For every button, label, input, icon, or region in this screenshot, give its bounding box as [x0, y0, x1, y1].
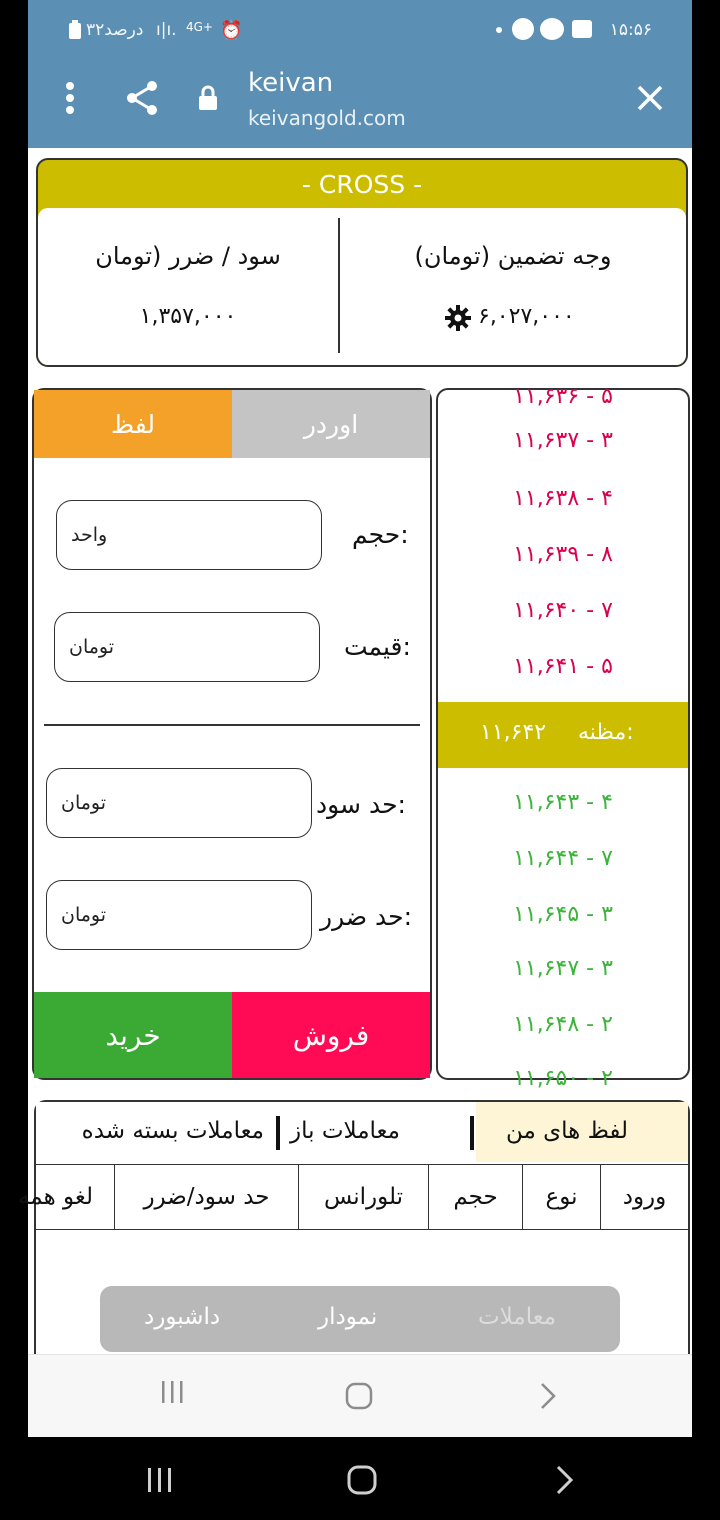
profit-loss-label: سود / ضرر (تومان	[95, 242, 281, 270]
battery-text: ۳۲درصد	[86, 20, 144, 40]
bid-row[interactable]: ۱۱,۶۵۰ - ۲	[513, 1065, 613, 1091]
share-icon[interactable]	[124, 78, 160, 118]
col-cancel-all[interactable]: لغو همه	[0, 1165, 114, 1229]
mid-price-label: مظنه:	[578, 720, 634, 745]
phone-screen	[17, 0, 692, 1436]
menu-kebab-icon[interactable]	[56, 78, 84, 118]
nav-dashboard[interactable]: داشبورد	[144, 1304, 221, 1330]
lock-icon	[196, 84, 220, 112]
volume-input[interactable]: واحد	[56, 500, 322, 570]
col-type: نوع	[522, 1165, 600, 1229]
system-home-icon[interactable]	[346, 1464, 378, 1500]
ask-row[interactable]: ۱۱,۶۳۷ - ۳	[513, 427, 613, 453]
bid-row[interactable]: ۱۱,۶۴۳ - ۴	[513, 789, 613, 815]
ask-row[interactable]: ۱۱,۶۳۸ - ۴	[513, 485, 613, 511]
bottom-nav	[100, 1286, 620, 1352]
margin-value: ۶,۰۲۷,۰۰۰	[478, 304, 575, 329]
sell-button[interactable]: فروش	[232, 992, 430, 1078]
stop-loss-input[interactable]: تومان	[46, 880, 312, 950]
take-profit-input[interactable]: تومان	[46, 768, 312, 838]
price-input[interactable]: تومان	[54, 612, 320, 682]
system-recent-apps-icon[interactable]	[144, 1464, 176, 1500]
browser-nav-bar	[28, 1354, 692, 1437]
cross-divider	[338, 218, 340, 353]
tab-separator	[276, 1116, 280, 1150]
status-time: ۱۵:۵۶	[609, 20, 652, 40]
cross-summary	[38, 208, 686, 365]
margin-label: وجه تضمین (تومان)	[414, 242, 612, 270]
col-entry: ورود	[600, 1165, 688, 1229]
network-type: 4G+	[186, 20, 213, 34]
mid-price-value: ۱۱,۶۴۲	[480, 720, 547, 745]
buy-button[interactable]: خرید	[34, 992, 232, 1078]
col-tp-sl: حد سود/ضرر	[114, 1165, 298, 1229]
page-title: keivan	[248, 68, 334, 98]
order-book	[436, 383, 690, 1091]
dot-icon	[496, 27, 502, 33]
back-icon[interactable]	[532, 1381, 562, 1415]
tab-my-offers[interactable]: لفظ های من	[506, 1118, 629, 1144]
system-back-icon[interactable]	[548, 1464, 580, 1500]
nav-trades[interactable]: معاملات	[478, 1304, 557, 1330]
bid-row[interactable]: ۱۱,۶۴۸ - ۲	[513, 1011, 613, 1037]
price-label: قیمت:	[344, 632, 411, 661]
nav-chart[interactable]: نمودار	[318, 1304, 378, 1330]
bid-row[interactable]: ۱۱,۶۴۵ - ۳	[513, 901, 613, 927]
home-icon[interactable]	[344, 1381, 374, 1415]
divider	[44, 724, 420, 726]
stop-loss-label: حد ضرر:	[320, 902, 413, 931]
app-notification-icon	[540, 18, 564, 40]
tab-instant[interactable]: لفظ	[34, 390, 232, 458]
battery-icon	[66, 20, 88, 42]
cross-panel	[36, 158, 688, 367]
order-panel	[32, 388, 432, 1080]
take-profit-label: حد سود:	[316, 790, 406, 819]
bid-row[interactable]: ۱۱,۶۴۷ - ۳	[513, 955, 613, 981]
tab-separator	[470, 1116, 474, 1150]
ask-row[interactable]: ۱۱,۶۳۶ - ۵	[513, 383, 613, 409]
ask-row[interactable]: ۱۱,۶۴۱ - ۵	[513, 653, 613, 679]
trades-tabs	[36, 1102, 688, 1162]
gallery-icon	[572, 20, 592, 38]
volume-label: حجم:	[352, 520, 409, 549]
gear-icon[interactable]	[444, 304, 472, 332]
tab-closed-trades[interactable]: معاملات بسته شده	[81, 1118, 264, 1144]
ask-row[interactable]: ۱۱,۶۳۹ - ۸	[513, 541, 613, 567]
alarm-icon: ⏰	[220, 20, 243, 41]
profit-loss-value: ۱,۳۵۷,۰۰۰	[139, 304, 237, 329]
col-tolerance: تلورانس	[298, 1165, 428, 1229]
col-volume: حجم	[428, 1165, 522, 1229]
browser-top-bar	[28, 0, 692, 148]
globe-icon	[512, 18, 534, 40]
tab-open-trades[interactable]: معاملات باز	[290, 1118, 400, 1144]
trades-table-header	[17, 1164, 688, 1230]
page-url[interactable]: keivangold.com	[248, 106, 406, 130]
recent-apps-icon[interactable]	[158, 1377, 188, 1414]
cross-header: - CROSS -	[301, 170, 423, 199]
signal-icon: ı|ı.	[156, 20, 177, 40]
tab-order[interactable]: اوردر	[232, 390, 430, 458]
ask-row[interactable]: ۱۱,۶۴۰ - ۷	[513, 597, 613, 623]
bid-row[interactable]: ۱۱,۶۴۴ - ۷	[513, 845, 613, 871]
close-icon[interactable]	[636, 84, 664, 112]
mid-price-bar	[438, 702, 688, 768]
